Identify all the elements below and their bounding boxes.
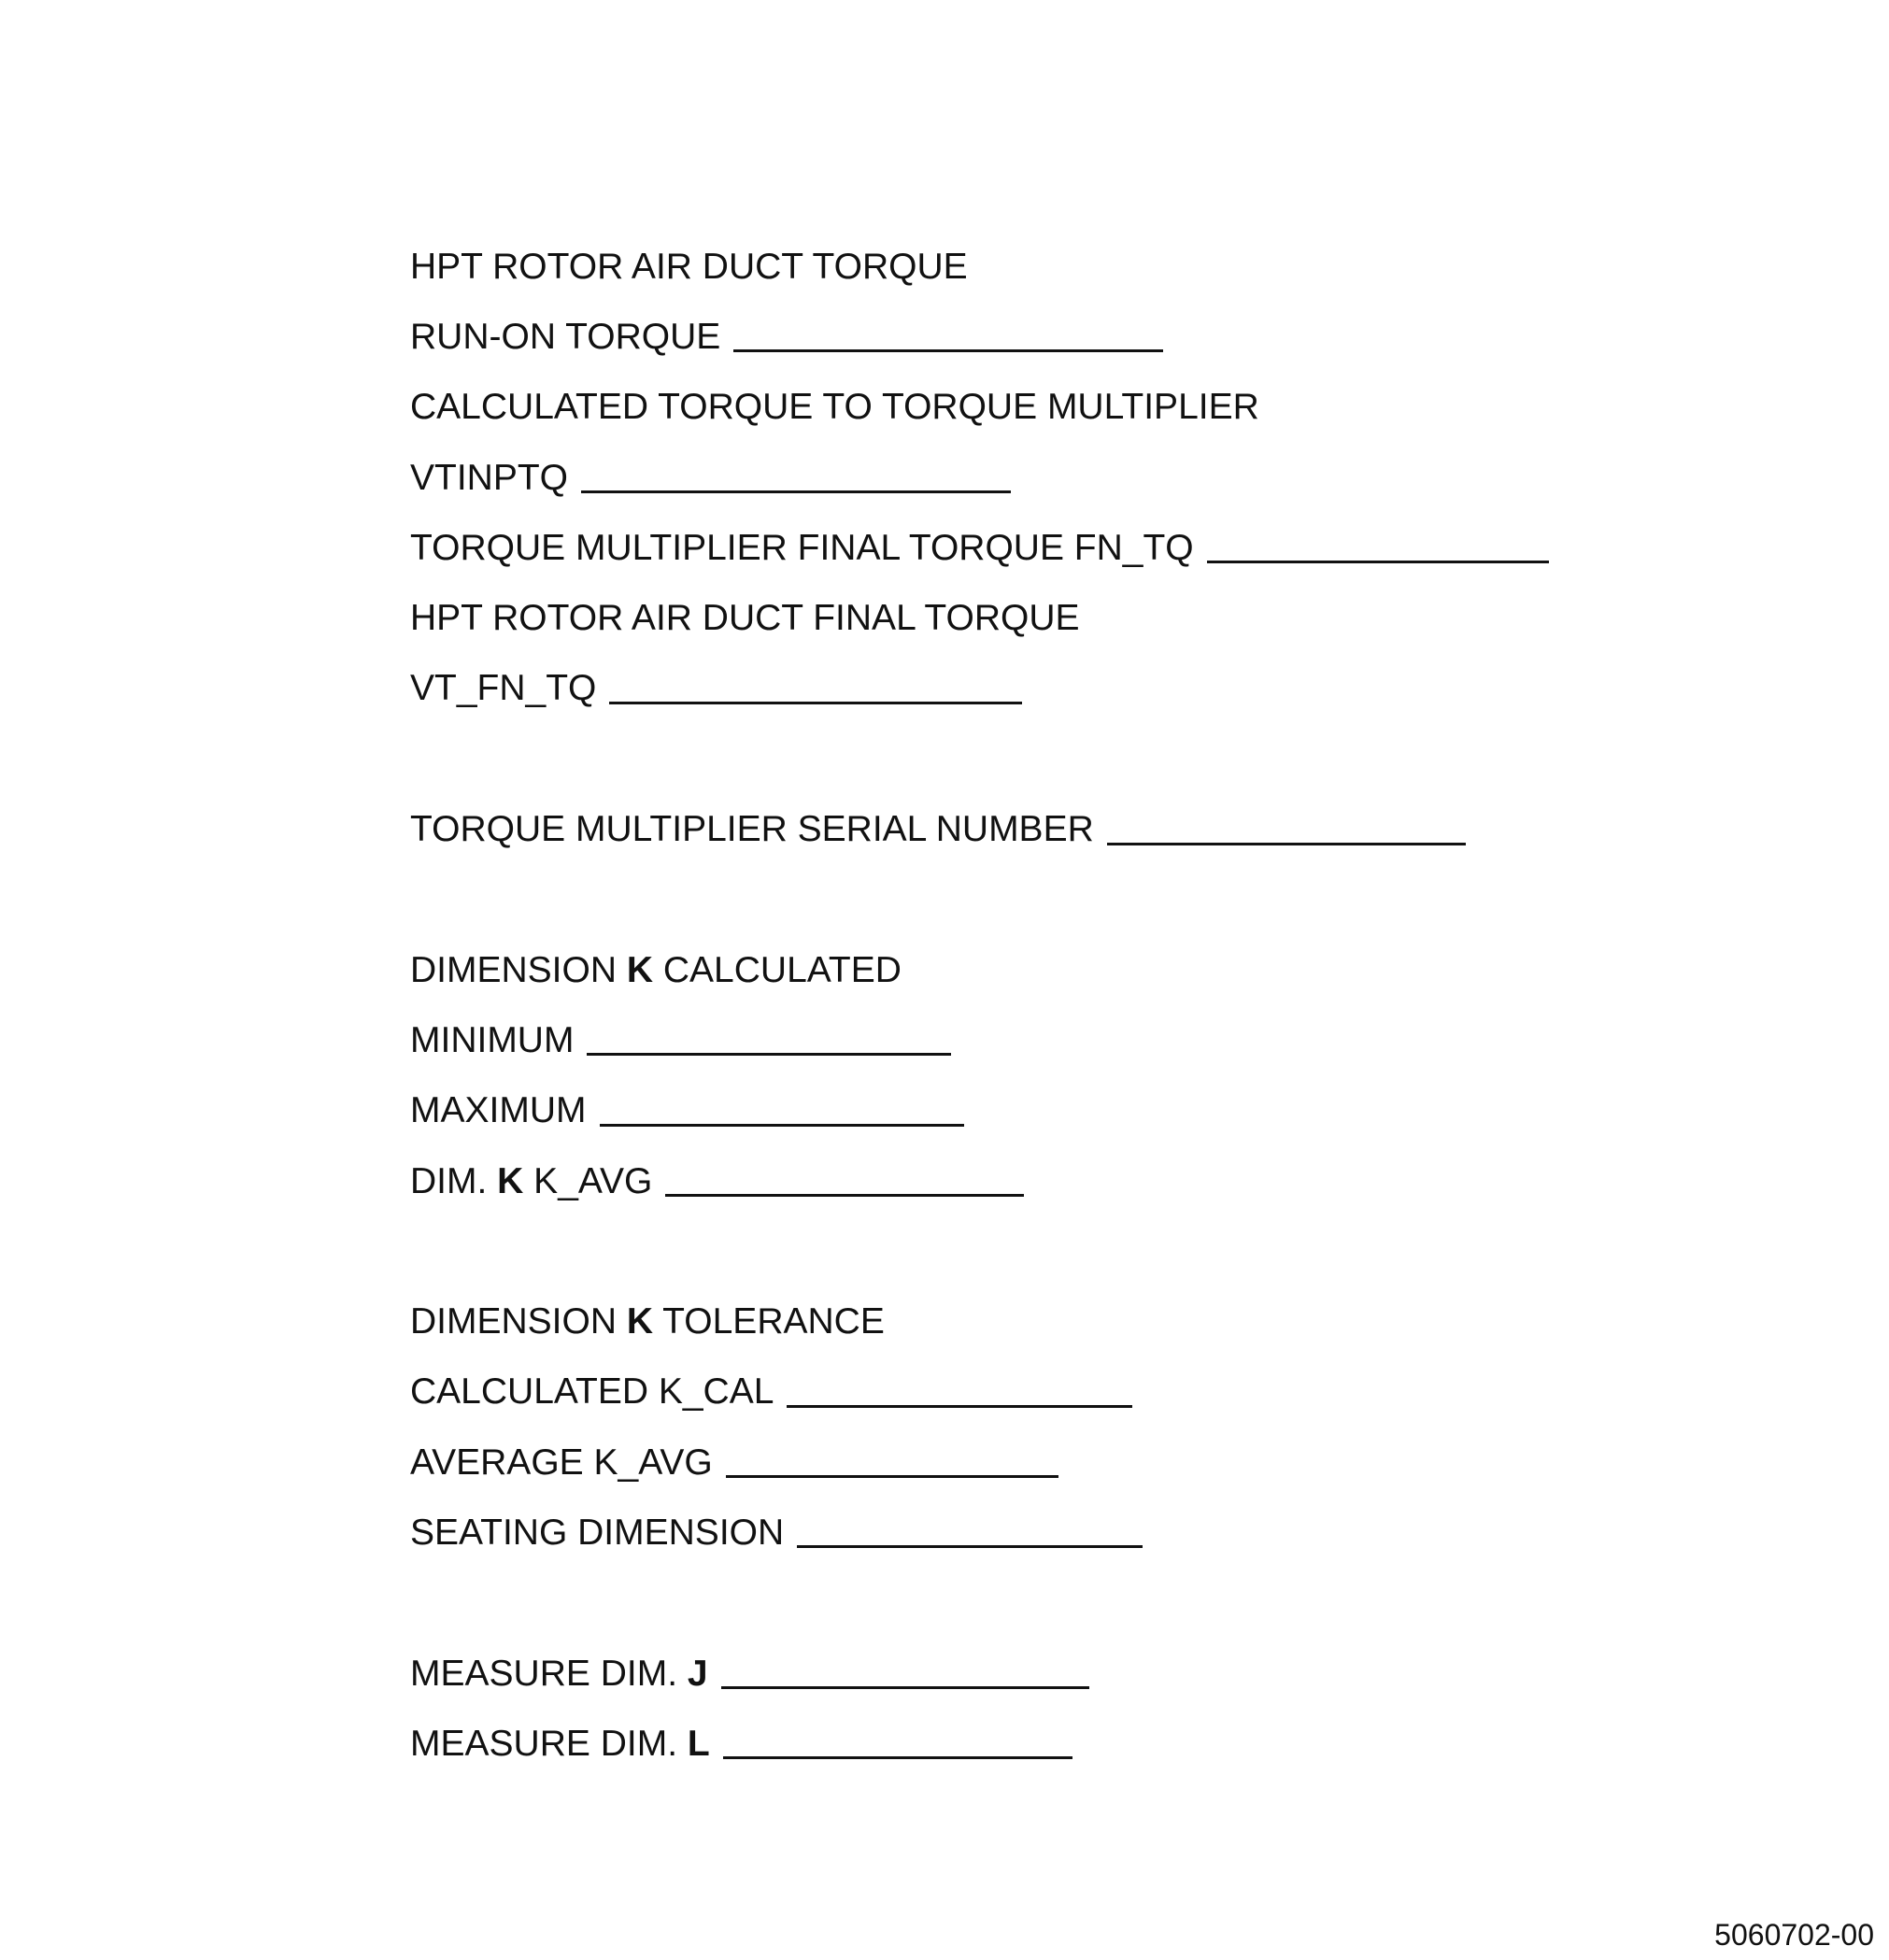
torque-dimension-form	[410, 232, 1625, 1780]
dim-k-calculated-heading: DIMENSION K CALCULATED	[410, 949, 902, 990]
k-cal-row	[410, 1357, 1625, 1427]
spacer	[410, 724, 1625, 794]
k-cal-field[interactable]	[787, 1405, 1132, 1408]
calc-torque-heading: CALCULATED TORQUE TO TORQUE MULTIPLIER	[410, 387, 1259, 428]
document-number: 5060702-00	[1714, 1918, 1874, 1952]
minimum-label: MINIMUM	[410, 1019, 575, 1060]
measure-dim-j-field[interactable]	[721, 1686, 1089, 1689]
k-avg-field[interactable]	[726, 1475, 1058, 1478]
dim-k-tolerance-heading-row	[410, 1286, 1625, 1356]
vt-fn-tq-field[interactable]	[609, 702, 1022, 704]
vtinptq-field[interactable]	[581, 490, 1011, 493]
spacer	[410, 1216, 1625, 1286]
minimum-field[interactable]	[587, 1053, 951, 1056]
run-on-torque-field[interactable]	[733, 349, 1163, 352]
spacer	[410, 1569, 1625, 1639]
measure-dim-j-label: MEASURE DIM. J	[410, 1653, 708, 1694]
vt-fn-tq-row	[410, 654, 1625, 724]
k-avg-row	[410, 1427, 1625, 1498]
vtinptq-label: VTINPTQ	[410, 457, 569, 498]
seating-dimension-field[interactable]	[797, 1545, 1143, 1548]
run-on-torque-row	[410, 302, 1625, 372]
maximum-label: MAXIMUM	[410, 1090, 587, 1131]
seating-dimension-label: SEATING DIMENSION	[410, 1512, 785, 1553]
fn-tq-field[interactable]	[1207, 561, 1549, 563]
hpt-final-heading-row	[410, 583, 1625, 653]
maximum-row	[410, 1076, 1625, 1146]
hpt-final-heading: HPT ROTOR AIR DUCT FINAL TORQUE	[410, 598, 1080, 639]
k-avg-label: AVERAGE K_AVG	[410, 1442, 713, 1483]
hpt-rotor-heading-row	[410, 232, 1625, 302]
seating-dimension-row	[410, 1498, 1625, 1568]
fn-tq-row	[410, 513, 1625, 583]
serial-number-label: TORQUE MULTIPLIER SERIAL NUMBER	[410, 809, 1094, 850]
hpt-rotor-heading: HPT ROTOR AIR DUCT TORQUE	[410, 246, 968, 287]
dim-k-avg-field[interactable]	[665, 1194, 1024, 1197]
minimum-row	[410, 1005, 1625, 1075]
dim-k-avg-label: DIM. K K_AVG	[410, 1160, 653, 1201]
spacer	[410, 865, 1625, 935]
calc-torque-heading-row	[410, 373, 1625, 443]
k-cal-label: CALCULATED K_CAL	[410, 1371, 774, 1413]
run-on-torque-label: RUN-ON TORQUE	[410, 316, 721, 357]
measure-dim-l-label: MEASURE DIM. L	[410, 1723, 710, 1764]
measure-dim-j-row	[410, 1639, 1625, 1709]
dim-k-calculated-heading-row	[410, 935, 1625, 1005]
dim-k-avg-row	[410, 1146, 1625, 1216]
serial-number-row	[410, 794, 1625, 864]
measure-dim-l-field[interactable]	[723, 1756, 1072, 1759]
serial-number-field[interactable]	[1107, 843, 1466, 845]
fn-tq-label: TORQUE MULTIPLIER FINAL TORQUE FN_TQ	[410, 527, 1194, 568]
measure-dim-l-row	[410, 1709, 1625, 1779]
vtinptq-row	[410, 443, 1625, 513]
vt-fn-tq-label: VT_FN_TQ	[410, 668, 597, 709]
dim-k-tolerance-heading: DIMENSION K TOLERANCE	[410, 1301, 885, 1342]
maximum-field[interactable]	[600, 1124, 964, 1127]
